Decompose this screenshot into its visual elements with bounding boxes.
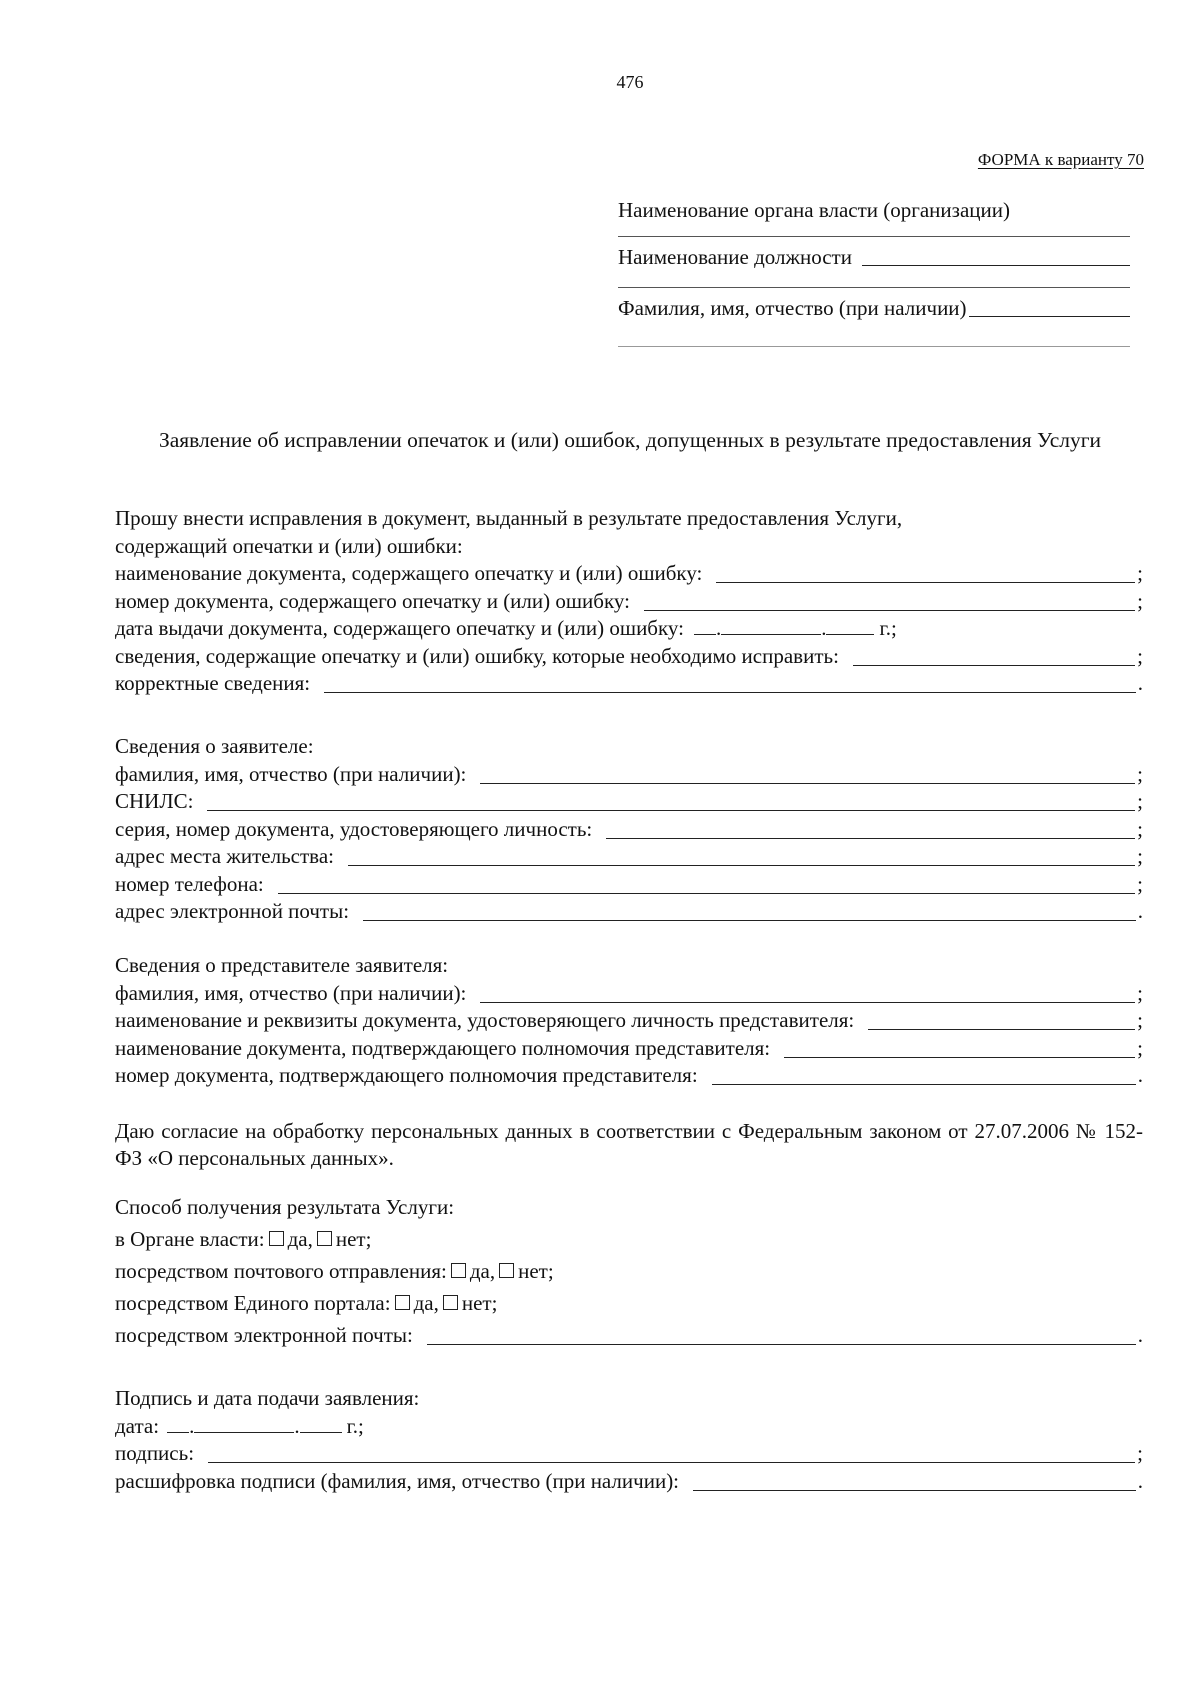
rep-authority-num-row: номер документа, подтверждающего полномочия представителя: .	[115, 1063, 1143, 1087]
applicant-id-field[interactable]	[606, 838, 1135, 839]
email-row: адрес электронной почты: .	[115, 899, 1143, 923]
delivery-portal-row: посредством Единого портала: да, нет;	[115, 1291, 498, 1315]
rep-fio-row: фамилия, имя, отчество (при наличии): ;	[115, 980, 1143, 1005]
position-extra-field[interactable]	[618, 287, 1130, 288]
snils-field[interactable]	[207, 810, 1135, 811]
authority-yes-checkbox[interactable]	[269, 1231, 284, 1246]
position-label: Наименование должности	[618, 245, 852, 269]
address-label: адрес места жительства:	[115, 844, 334, 868]
sign-decode-row: расшифровка подписи (фамилия, имя, отчество (при наличии): .	[115, 1468, 1143, 1493]
doc-name-row: наименование документа, содержащего опечатку и (или) ошибку: ;	[115, 561, 1143, 585]
info-fix-row: сведения, содержащие опечатку и (или) ошибку, которые необходимо исправить: ;	[115, 643, 1143, 668]
doc-date-row: дата выдачи документа, содержащего опечатку и (или) ошибку: . . г.;	[115, 616, 897, 640]
applicant-id-row: серия, номер документа, удостоверяющего личность: ;	[115, 816, 1143, 841]
authority-no-checkbox[interactable]	[317, 1231, 332, 1246]
rep-authority-doc-label: наименование документа, подтверждающего полномочия представителя:	[115, 1035, 771, 1060]
phone-field[interactable]	[278, 893, 1135, 894]
addressee-block	[618, 198, 1130, 347]
doc-number-field[interactable]	[644, 610, 1135, 611]
rep-id-label: наименование и реквизиты документа, удостоверяющего личность представителя:	[115, 1008, 855, 1032]
portal-no-checkbox[interactable]	[443, 1295, 458, 1310]
sign-decode-label: расшифровка подписи (фамилия, имя, отчество (при наличии):	[115, 1468, 680, 1493]
representative-heading: Сведения о представителе заявителя:	[115, 953, 449, 977]
applicant-fio-row: фамилия, имя, отчество (при наличии): ;	[115, 761, 1143, 786]
document-title: Заявление об исправлении опечаток и (или) ошибок, допущенных в результате предоставления Услуги	[158, 428, 1102, 452]
sign-label: подпись:	[115, 1441, 195, 1465]
email-label: адрес электронной почты:	[115, 899, 350, 923]
request-intro-1: Прошу внести исправления в документ, выданный в результате предоставления Услуги,	[115, 506, 903, 530]
sign-date-day-field[interactable]	[167, 1416, 189, 1433]
doc-number-label: номер документа, содержащего опечатку и (или) ошибку:	[115, 588, 630, 613]
position-field[interactable]	[862, 265, 1130, 266]
delivery-section	[115, 1195, 1143, 1351]
rep-id-field[interactable]	[868, 1029, 1135, 1030]
sign-date-year-field[interactable]	[300, 1416, 342, 1433]
rep-authority-num-label: номер документа, подтверждающего полномочия представителя:	[115, 1063, 698, 1087]
sign-date-row: дата: . . г.;	[115, 1413, 364, 1438]
applicant-section	[115, 734, 1143, 927]
authority-field[interactable]	[618, 236, 1130, 237]
delivery-email-field[interactable]	[427, 1344, 1136, 1345]
doc-date-year-field[interactable]	[826, 618, 874, 635]
delivery-post-row: посредством почтового отправления: да, нет;	[115, 1259, 554, 1283]
page-number: 476	[616, 72, 644, 92]
snils-row: СНИЛС: ;	[115, 789, 1143, 813]
doc-date-label: дата выдачи документа, содержащего опечатку и (или) ошибку:	[115, 616, 684, 640]
signature-section	[115, 1386, 1143, 1496]
address-field[interactable]	[348, 865, 1135, 866]
form-label: ФОРМА к варианту 70	[977, 150, 1144, 169]
post-yes-checkbox[interactable]	[451, 1263, 466, 1278]
post-no-checkbox[interactable]	[499, 1263, 514, 1278]
delivery-email-row: посредством электронной почты: .	[115, 1323, 1143, 1347]
rep-authority-doc-field[interactable]	[784, 1057, 1135, 1058]
correct-info-field[interactable]	[324, 692, 1136, 693]
rep-fio-field[interactable]	[480, 1002, 1135, 1003]
sign-date-month-field[interactable]	[194, 1416, 294, 1433]
delivery-heading: Способ получения результата Услуги:	[115, 1195, 455, 1219]
fio-label: Фамилия, имя, отчество (при наличии)	[618, 296, 967, 320]
phone-label: номер телефона:	[115, 871, 264, 896]
doc-name-label: наименование документа, содержащего опечатку и (или) ошибку:	[115, 561, 703, 585]
position-line	[618, 245, 1130, 273]
sign-row: подпись: ;	[115, 1441, 1143, 1465]
portal-yes-checkbox[interactable]	[395, 1295, 410, 1310]
doc-number-row: номер документа, содержащего опечатку и (или) ошибку: ;	[115, 588, 1143, 613]
correct-info-row: корректные сведения: .	[115, 671, 1143, 695]
applicant-heading: Сведения о заявителе:	[115, 734, 314, 758]
authority-line	[618, 198, 1130, 226]
address-row: адрес места жительства: ;	[115, 844, 1143, 868]
authority-label: Наименование органа власти (организации)	[618, 198, 1010, 222]
sign-date-label: дата:	[115, 1413, 160, 1438]
signature-heading: Подпись и дата подачи заявления:	[115, 1386, 420, 1410]
sign-field[interactable]	[208, 1462, 1135, 1463]
request-intro-2: содержащий опечатки и (или) ошибки:	[115, 533, 463, 558]
sign-decode-field[interactable]	[693, 1490, 1136, 1491]
rep-id-row: наименование и реквизиты документа, удостоверяющего личность представителя: ;	[115, 1008, 1143, 1032]
email-field[interactable]	[363, 920, 1136, 921]
fio-line	[618, 296, 1130, 324]
delivery-authority-row: в Органе власти: да, нет;	[115, 1227, 372, 1251]
correct-info-label: корректные сведения:	[115, 671, 311, 695]
doc-date-day-field[interactable]	[694, 618, 716, 635]
doc-date-month-field[interactable]	[721, 618, 821, 635]
request-section	[115, 506, 1143, 699]
applicant-fio-field[interactable]	[480, 783, 1135, 784]
consent-paragraph: Даю согласие на обработку персональных данных в соответствии с Федеральным законом от 27.07.2006 № 152-ФЗ «О персональных данных».	[115, 1119, 1143, 1170]
phone-row: номер телефона: ;	[115, 871, 1143, 896]
rep-fio-label: фамилия, имя, отчество (при наличии):	[115, 980, 467, 1005]
delivery-email-label: посредством электронной почты:	[115, 1323, 413, 1347]
fio-extra-field[interactable]	[618, 346, 1130, 347]
info-fix-field[interactable]	[853, 665, 1135, 666]
applicant-fio-label: фамилия, имя, отчество (при наличии):	[115, 761, 467, 786]
rep-authority-num-field[interactable]	[712, 1084, 1136, 1085]
info-fix-label: сведения, содержащие опечатку и (или) ошибку, которые необходимо исправить:	[115, 643, 839, 668]
applicant-id-label: серия, номер документа, удостоверяющего личность:	[115, 816, 593, 841]
doc-name-field[interactable]	[716, 582, 1135, 583]
representative-section	[115, 953, 1143, 1091]
snils-label: СНИЛС:	[115, 789, 194, 813]
rep-authority-doc-row: наименование документа, подтверждающего полномочия представителя: ;	[115, 1035, 1143, 1060]
fio-field[interactable]	[969, 316, 1130, 317]
